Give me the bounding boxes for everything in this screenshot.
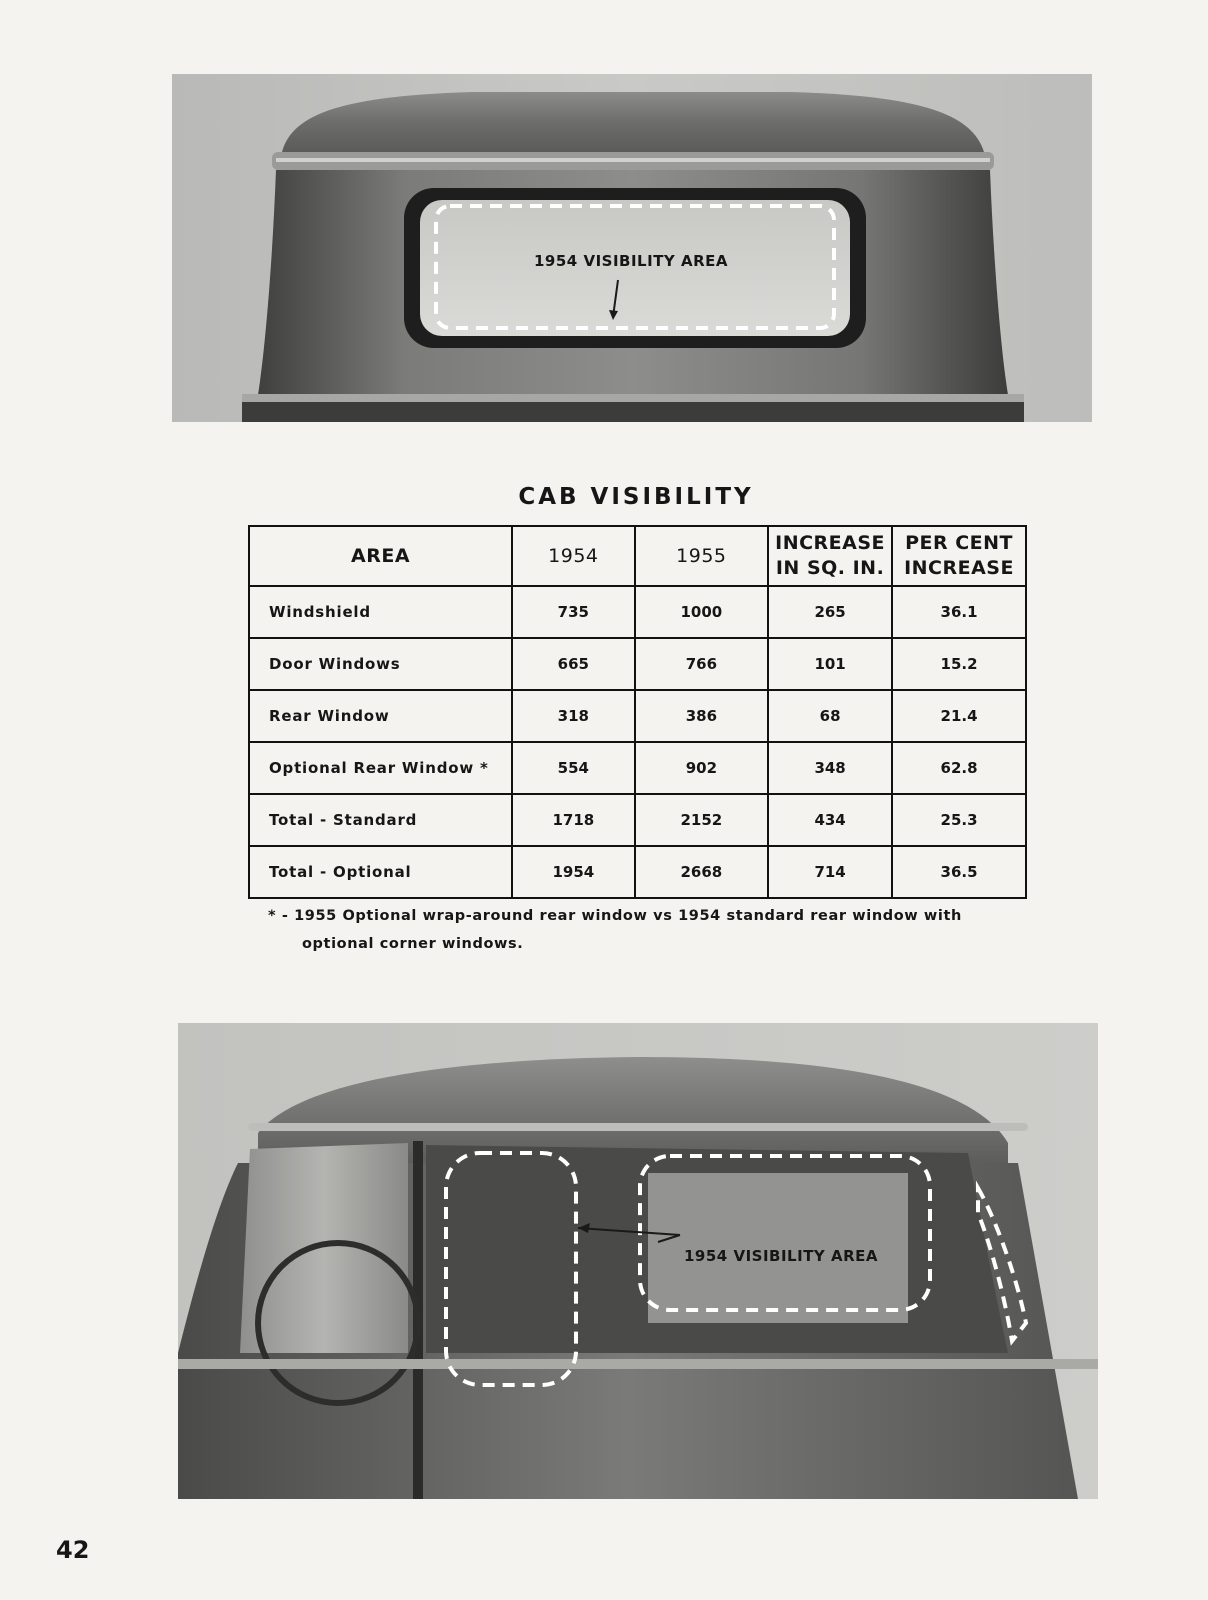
- table-row: [249, 690, 1026, 742]
- cell-area: Total - Standard: [249, 794, 512, 846]
- cell-1954: 1954: [512, 846, 635, 898]
- cab-visibility-table: [248, 525, 1027, 899]
- cell-1955: 766: [635, 638, 769, 690]
- cell-increase: 434: [768, 794, 892, 846]
- cell-1955: 2152: [635, 794, 769, 846]
- header-percent: PER CENT INCREASE: [892, 526, 1026, 586]
- visibility-area-label-bottom: 1954 VISIBILITY AREA: [684, 1247, 879, 1265]
- cell-1955: 386: [635, 690, 769, 742]
- cell-percent: 15.2: [892, 638, 1026, 690]
- photo-cab-side: [178, 1023, 1098, 1499]
- cell-1955: 2668: [635, 846, 769, 898]
- header-1955: 1955: [635, 526, 769, 586]
- cell-area: Door Windows: [249, 638, 512, 690]
- cell-1954: 554: [512, 742, 635, 794]
- cell-1954: 1718: [512, 794, 635, 846]
- header-1954: 1954: [512, 526, 635, 586]
- cell-percent: 36.1: [892, 586, 1026, 638]
- header-increase: INCREASE IN SQ. IN.: [768, 526, 892, 586]
- cell-area: Optional Rear Window *: [249, 742, 512, 794]
- cell-increase: 68: [768, 690, 892, 742]
- header-area: AREA: [249, 526, 512, 586]
- cell-increase: 265: [768, 586, 892, 638]
- cell-percent: 36.5: [892, 846, 1026, 898]
- footnote-line-2: optional corner windows.: [302, 936, 524, 952]
- visibility-area-label-top: 1954 VISIBILITY AREA: [534, 252, 729, 270]
- cell-percent: 21.4: [892, 690, 1026, 742]
- table-header-row: [249, 526, 1026, 586]
- cell-increase: 101: [768, 638, 892, 690]
- table-row: [249, 586, 1026, 638]
- cell-percent: 25.3: [892, 794, 1026, 846]
- table-row: [249, 794, 1026, 846]
- cell-1954: 318: [512, 690, 635, 742]
- table-row: [249, 846, 1026, 898]
- cell-increase: 714: [768, 846, 892, 898]
- page-number: 42: [56, 1536, 90, 1564]
- footnote-line-1: * - 1955 Optional wrap-around rear window vs 1954 standard rear window with: [268, 908, 962, 924]
- cell-increase: 348: [768, 742, 892, 794]
- cell-area: Rear Window: [249, 690, 512, 742]
- cell-percent: 62.8: [892, 742, 1026, 794]
- cell-area: Total - Optional: [249, 846, 512, 898]
- cell-area: Windshield: [249, 586, 512, 638]
- table-row: [249, 638, 1026, 690]
- cell-1955: 902: [635, 742, 769, 794]
- footnote: [268, 902, 988, 958]
- table-row: [249, 742, 1026, 794]
- page-title: CAB VISIBILITY: [518, 484, 754, 510]
- cell-1954: 665: [512, 638, 635, 690]
- photo-cab-rear: [172, 74, 1092, 422]
- cell-1955: 1000: [635, 586, 769, 638]
- cell-1954: 735: [512, 586, 635, 638]
